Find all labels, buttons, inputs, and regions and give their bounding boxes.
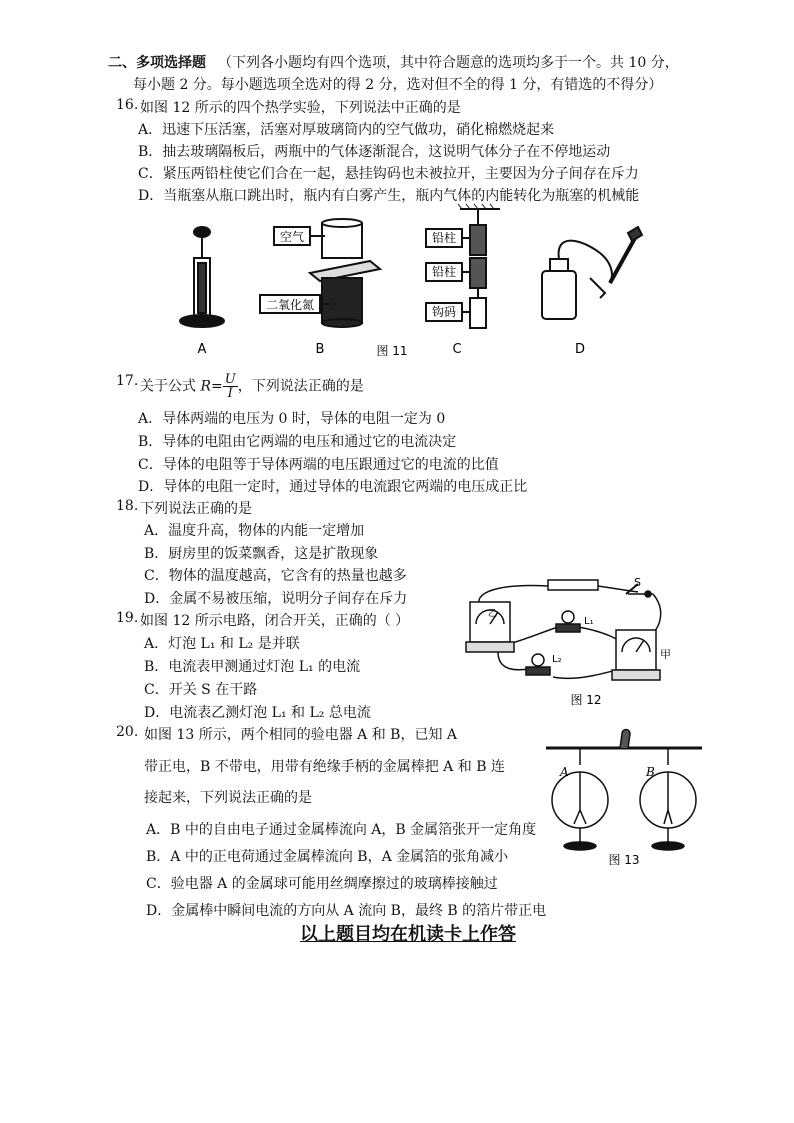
figure-12 — [458, 572, 673, 712]
figure-12-meter-jia-label: 甲 — [660, 648, 671, 661]
question-19-option-c: C．开关 S 在干路 — [144, 682, 258, 698]
question-19-number: 19. — [116, 610, 139, 626]
answer-sheet-note: 以上题目均在机读卡上作答 — [300, 924, 516, 945]
figure-12-switch-label: S — [634, 576, 641, 589]
figure-11 — [170, 203, 670, 363]
figure-12-l1-label: L₁ — [584, 616, 594, 627]
question-19-option-d: D．电流表乙测灯泡 L₁ 和 L₂ 总电流 — [144, 705, 371, 721]
figure-11-no2-label: 二氧化氮 — [265, 298, 315, 312]
figure-12-caption: 图 12 — [570, 693, 602, 707]
question-17-stem-prefix: 关于公式 — [140, 378, 201, 395]
figure-13 — [540, 720, 710, 870]
question-17-option-d: D．导体的电阻一定时，通过导体的电流跟它两端的电压成正比 — [138, 479, 528, 495]
section-instructions-1: （下列各小题均有四个选项，其中符合题意的选项均多于一个。共 10 分， — [218, 55, 679, 71]
question-20-option-b: B．A 中的正电荷通过金属棒流向 B，A 金属箔的张角减小 — [146, 849, 509, 865]
question-20-option-a: A．B 中的自由电子通过金属棒流向 A，B 金属箔张开一定角度 — [146, 822, 537, 838]
question-17-stem — [140, 373, 364, 400]
question-16-option-c: C．紧压两铅柱使它们合在一起，悬挂钩码也未被拉开，主要因为分子间存在斥力 — [138, 166, 639, 182]
question-18-option-d: D．金属不易被压缩，说明分子间存在斥力 — [144, 591, 408, 607]
figure-11-air-label: 空气 — [279, 230, 305, 244]
figure-11-lead1-label: 铅柱 — [431, 231, 457, 245]
section-title: 二、多项选择题 — [108, 55, 206, 71]
question-17-option-b: B．导体的电阻由它两端的电压和通过它的电流决定 — [138, 434, 457, 450]
question-20-stem-line-1: 如图 13 所示，两个相同的验电器 A 和 B，已知 A — [144, 727, 458, 743]
figure-11-caption: 图 11 — [376, 344, 408, 358]
question-17-formula-denominator: I — [227, 386, 233, 401]
question-20-stem-line-2: 带正电，B 不带电，用带有绝缘手柄的金属棒把 A 和 B 连 — [144, 759, 505, 775]
question-16-option-b: B．抽去玻璃隔板后，两瓶中的气体逐渐混合，这说明气体分子在不停地运动 — [138, 144, 611, 160]
question-17-formula-fraction — [223, 373, 238, 400]
figure-11-label-d: D — [574, 342, 586, 357]
figure-11-weight-label: 钩码 — [431, 305, 457, 319]
question-17-formula-r: R= — [200, 378, 223, 395]
figure-13-caption: 图 13 — [608, 853, 640, 867]
figure-12-l2-label: L₂ — [552, 654, 562, 665]
question-17-option-c: C．导体的电阻等于导体两端的电压跟通过它的电流的比值 — [138, 457, 499, 473]
question-17-option-a: A．导体两端的电压为 0 时，导体的电阻一定为 0 — [138, 411, 446, 427]
figure-11-apparatus-a — [180, 227, 224, 327]
figure-11-label-a: A — [197, 342, 207, 357]
question-18-option-b: B．厨房里的饭菜飘香，这是扩散现象 — [144, 546, 379, 562]
question-20-option-d: D．金属棒中瞬间电流的方向从 A 流向 B，最终 B 的箔片带正电 — [146, 903, 547, 919]
question-17-formula-numerator: U — [224, 372, 236, 387]
question-20-number: 20. — [116, 724, 139, 740]
question-19-stem: 如图 12 所示电路，闭合开关，正确的（ ） — [140, 613, 410, 629]
section-instructions-2: 每小题 2 分。每小题选项全选对的得 2 分，选对但不全的得 1 分，有错选的不得分） — [133, 77, 663, 93]
question-16-stem: 如图 12 所示的四个热学实验，下列说法中正确的是 — [140, 100, 461, 116]
figure-13-label-a: A — [560, 765, 569, 779]
question-18-option-a: A．温度升高，物体的内能一定增加 — [144, 523, 365, 539]
figure-11-label-c: C — [452, 342, 462, 357]
question-18-number: 18. — [116, 498, 139, 514]
figure-11-lead2-label: 铅柱 — [431, 265, 457, 279]
figure-13-label-b: B — [646, 765, 655, 779]
question-16-number: 16. — [116, 97, 139, 113]
question-18-option-c: C．物体的温度越高，它含有的热量也越多 — [144, 568, 407, 584]
question-17-number: 17. — [116, 373, 139, 389]
figure-11-apparatus-d — [542, 227, 642, 319]
question-20-option-c: C．验电器 A 的金属球可能用丝绸摩擦过的玻璃棒接触过 — [146, 876, 498, 892]
question-17-stem-suffix: ，下列说法正确的是 — [237, 378, 364, 395]
question-20-stem-line-3: 接起来，下列说法正确的是 — [144, 790, 312, 806]
figure-12-meter-yi-label: 乙 — [488, 609, 498, 619]
question-19-option-b: B．电流表甲测通过灯泡 L₁ 的电流 — [144, 659, 361, 675]
question-19-option-a: A．灯泡 L₁ 和 L₂ 是并联 — [144, 636, 300, 652]
question-16-option-a: A．迅速下压活塞，活塞对厚玻璃筒内的空气做功，硝化棉燃烧起来 — [138, 122, 555, 138]
question-18-stem: 下列说法正确的是 — [140, 501, 252, 517]
question-16-option-d: D．当瓶塞从瓶口跳出时，瓶内有白雾产生，瓶内气体的内能转化为瓶塞的机械能 — [138, 188, 640, 204]
figure-11-label-b: B — [315, 342, 325, 357]
